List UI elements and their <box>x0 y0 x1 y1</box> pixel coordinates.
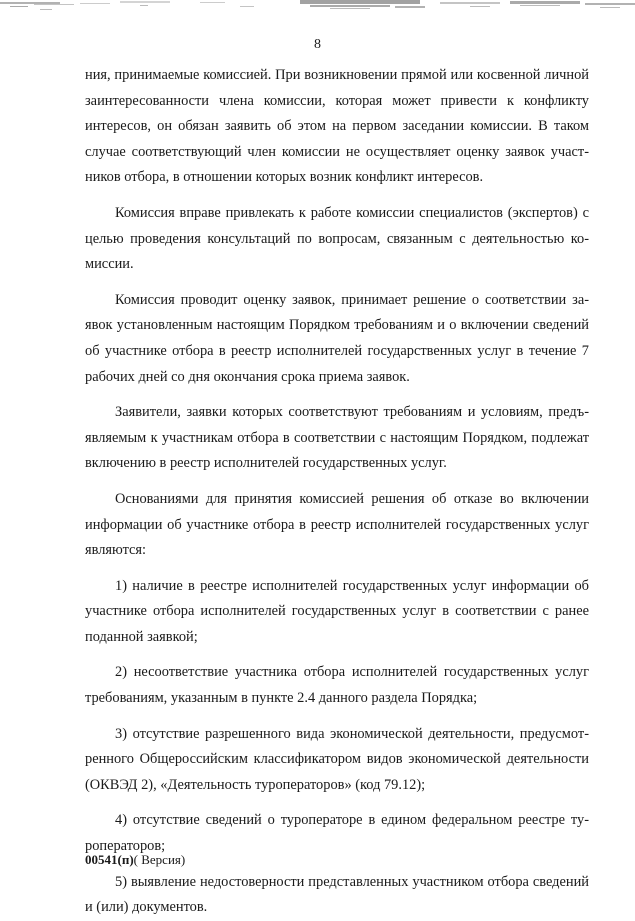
list-item: 4) отсутствие сведений о туроператоре в едином федеральном реестре туроператоров; <box>85 812 589 855</box>
paragraph: Заявители, заявки которых соответствуют требованиям и условиям, предъявляемым к участникам отбора в соответствии с настоящим Порядком, подлежат включению в реестр исполнителей государственных услуг. <box>85 404 589 472</box>
list-item: 3) отсутствие разрешенного вида экономической деятельности, предусмотренного Общероссийским классификатором видов экономической деятельности (ОКВЭД 2), «Деятельность туроператоров» (код 79.12); <box>85 725 589 793</box>
paragraph: Основаниями для принятия комиссией решения об отказе во включении информации об участнике отбора в реестр исполнителей государственных услуг являются: <box>85 490 589 559</box>
paragraph: ния, принимаемые комиссией. При возникновении прямой или косвенной личной заинтересованности члена комиссии, которая может привести к конфликту интересов, он обязан заявить об этом на первом заседании комиссии. В таком случае соответствующий член комиссии не осуществляет оценку заявок участников отбора, в отношении которых возник конфликт интересов. <box>85 67 589 186</box>
scan-edge-noise <box>0 0 635 22</box>
list-item: 2) несоответствие участника отбора исполнителей государственных услуг требованиям, указанным в пункте 2.4 данного раздела Порядка; <box>85 664 589 707</box>
page-number: 8 <box>314 37 321 52</box>
document-code: 00541(п) <box>85 852 134 867</box>
document-footer <box>85 852 185 868</box>
document-version: ( Версия) <box>133 852 186 867</box>
document-body <box>85 63 589 921</box>
list-item: 5) выявление недостоверности представленных участником отбора сведений и (или) документов. <box>85 873 589 916</box>
paragraph: Комиссия вправе привлекать к работе комиссии специалистов (экспертов) с целью проведения консультаций по вопросам, связанным с деятельностью комиссии. <box>85 204 589 273</box>
paragraph: Комиссия проводит оценку заявок, принимает решение о соответствии заявок установленным настоящим Порядком требованиям и о включении сведений об участнике отбора в реестр исполнителей государственных услуг в течение 7 рабочих дней со дня окончания срока приема заявок. <box>85 291 589 385</box>
list-item: 1) наличие в реестре исполнителей государственных услуг информации об участнике отбора исполнителей государственных услуг в соответствии с ранее поданной заявкой; <box>85 577 589 645</box>
